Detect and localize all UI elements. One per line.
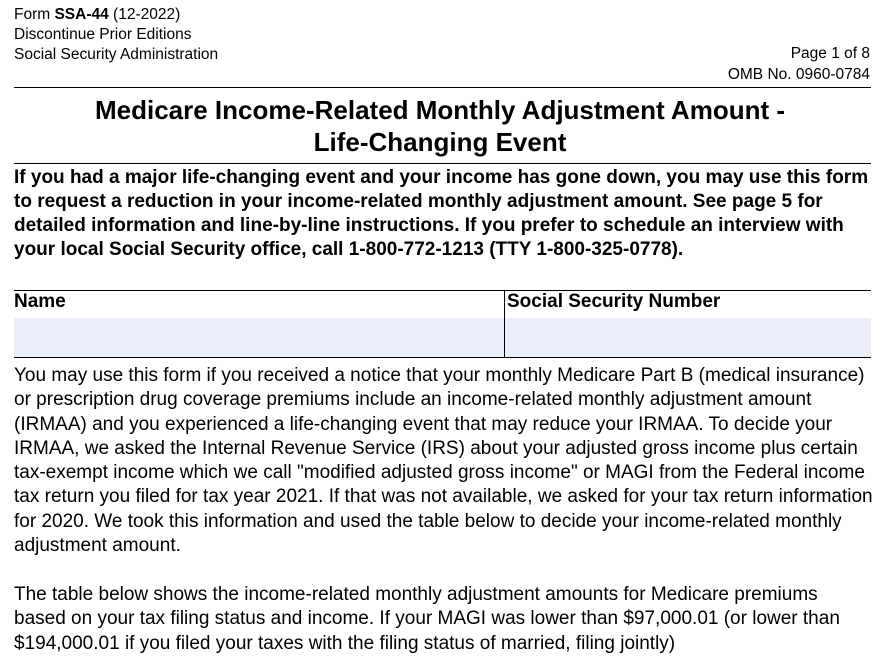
name-label: Name <box>14 291 66 312</box>
discontinue-notice: Discontinue Prior Editions <box>14 26 192 43</box>
header-rule <box>14 87 871 88</box>
ssn-label: Social Security Number <box>507 291 721 312</box>
name-input[interactable] <box>14 318 504 357</box>
fields-bottom-rule <box>14 357 871 358</box>
irmaa-explanation-paragraph: You may use this form if you received a notice that your monthly Medicare Part B (medical insurance) or prescription drug coverage premiums include an income-related monthly adjustment amount (IRMAA) and you experienced a life-changing event that may reduce your IRMAA. To decide your IRMAA, we asked the Internal Revenue Service (IRS) about your adjusted gross income plus certain tax-exempt income which we call "modified adjusted gross income" or MAGI from the Federal income tax return you filed for tax year 2021. If that was not available, we asked for your tax return information for 2020. We took this information and used the table below to decide your income-related monthly adjustment amount. <box>14 365 873 557</box>
page-number: Page 1 of 8 <box>790 45 870 62</box>
form-number-line <box>14 5 218 25</box>
omb-number: OMB No. 0960-0784 <box>727 66 870 83</box>
fields-top-rule <box>14 290 871 291</box>
form-header-left <box>14 5 218 65</box>
form-title-line-1: Medicare Income-Related Monthly Adjustment Amount - <box>94 95 785 125</box>
form-number: SSA-44 <box>54 6 109 23</box>
form-prefix: Form <box>14 6 55 23</box>
table-explanation-paragraph: The table below shows the income-related monthly adjustment amounts for Medicare premiums based on your tax filing status and income. If your MAGI was lower than $97,000.01 (or lower than $194,000.01 if you filed your taxes with the filing status of married, filing jointly) <box>14 584 840 654</box>
title-rule <box>14 163 871 164</box>
form-header-right <box>728 43 870 85</box>
agency-name: Social Security Administration <box>14 46 219 63</box>
intro-instructions: If you had a major life-changing event and your income has gone down, you may use this form to request a reduction in your income-related monthly adjustment amount. See page 5 for detailed information and line-by-line instructions. If you prefer to schedule an interview with your local Social Security office, call 1-800-772-1213 (TTY 1-800-325-0778). <box>14 167 869 260</box>
fields-divider <box>504 290 505 358</box>
form-date: (12-2022) <box>108 6 181 23</box>
ssn-input[interactable] <box>505 318 871 357</box>
form-title <box>0 94 880 158</box>
form-title-line-2: Life-Changing Event <box>313 127 567 157</box>
